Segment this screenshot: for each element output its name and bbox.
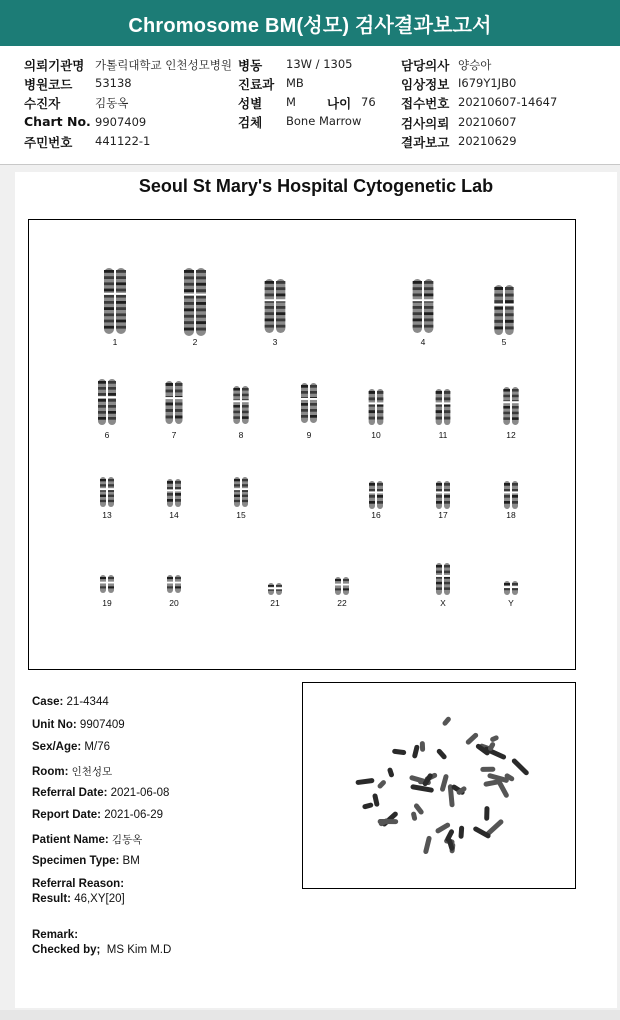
metaphase-chromosome xyxy=(377,779,387,790)
institution-value: 가톨릭대학교 인천성모병원 xyxy=(95,58,232,72)
physician-label: 담당의사 xyxy=(401,58,450,73)
metaphase-chromosome xyxy=(362,802,374,810)
referral-value: 2021-06-08 xyxy=(110,787,170,799)
chromosome-label-3: 3 xyxy=(272,337,278,347)
sexage-row xyxy=(32,741,110,753)
report-page xyxy=(15,172,617,1008)
report-row xyxy=(32,809,163,821)
metaphase-chromosome xyxy=(355,778,374,785)
hospital-code-value: 53138 xyxy=(95,76,132,90)
dept-value: MB xyxy=(286,76,304,90)
chromosome-pair-1 xyxy=(100,267,130,335)
chromosome-label-12: 12 xyxy=(506,430,516,440)
spec-value: BM xyxy=(122,855,140,867)
unit-value: 9907409 xyxy=(79,719,125,731)
metaphase-chromosome xyxy=(458,826,464,839)
chromosome-pair-Y xyxy=(496,580,526,596)
physician-value: 양승아 xyxy=(458,58,492,72)
reason-label: Referral Reason: xyxy=(32,878,125,890)
chromosome-pair-14 xyxy=(159,478,189,508)
chromosome-pair-7 xyxy=(159,380,189,425)
spec-row xyxy=(32,855,140,867)
chromosome-label-11: 11 xyxy=(438,430,448,440)
chromosome-pair-20 xyxy=(159,574,189,594)
chromosome-label-5: 5 xyxy=(501,337,507,347)
bottom-bar xyxy=(0,1010,620,1020)
metaphase-chromosome xyxy=(423,835,432,854)
unit-label: Unit No: xyxy=(32,719,77,731)
metaphase-chromosome xyxy=(511,757,530,776)
chromosome-label-15: 15 xyxy=(236,510,246,520)
metaphase-chromosome xyxy=(411,811,418,821)
unit-row xyxy=(32,719,125,731)
case-label: Case: xyxy=(32,696,64,708)
patient-label: 수진자 xyxy=(24,96,61,111)
chromosome-pair-15 xyxy=(226,476,256,508)
chromosome-label-1: 1 xyxy=(112,337,118,347)
metaphase-chromosome xyxy=(489,735,499,743)
metaphase-chromosome xyxy=(480,767,495,772)
karyogram-panel xyxy=(28,219,576,670)
case-value: 21-4344 xyxy=(66,696,109,708)
chromosome-label-10: 10 xyxy=(371,430,381,440)
chromosome-pair-2 xyxy=(180,267,210,337)
chromosome-label-6: 6 xyxy=(104,430,110,440)
metaphase-image-panel xyxy=(302,682,576,889)
metaphase-chromosome xyxy=(436,748,448,761)
chromosome-pair-17 xyxy=(428,480,458,510)
ward-label: 병동 xyxy=(238,58,263,73)
id-value: 441122-1 xyxy=(95,134,151,148)
clinical-info-value: I679Y1JB0 xyxy=(458,76,517,90)
result-value: 46,XY[20] xyxy=(74,893,125,905)
room-value: 인천성모 xyxy=(71,766,113,778)
sex-value: M xyxy=(286,95,296,109)
chromosome-label-14: 14 xyxy=(169,510,179,520)
request-label: 검사의뢰 xyxy=(401,116,450,131)
chromosome-pair-11 xyxy=(428,388,458,426)
sex-label: 성별 xyxy=(238,96,263,111)
chromosome-label-Y: Y xyxy=(508,598,514,608)
chromosome-pair-10 xyxy=(361,388,391,426)
chromosome-pair-X xyxy=(428,562,458,596)
result-row xyxy=(32,893,125,905)
room-row xyxy=(32,764,112,779)
lab-title: Seoul St Mary's Hospital Cytogenetic Lab xyxy=(138,176,494,196)
result-label: Result: xyxy=(32,893,71,905)
metaphase-chromosome xyxy=(392,749,407,756)
chart-value: 9907409 xyxy=(95,115,147,129)
checked-label: Checked by; xyxy=(32,944,101,956)
metaphase-chromosome xyxy=(410,784,434,793)
chromosome-label-17: 17 xyxy=(438,510,448,520)
metaphase-chromosome xyxy=(387,767,395,778)
chromosome-pair-12 xyxy=(496,386,526,426)
metaphase-chromosome xyxy=(465,732,479,746)
report-label: Report Date: xyxy=(32,809,102,821)
room-label: Room: xyxy=(32,766,69,778)
accession-value: 20210607-14647 xyxy=(458,95,558,109)
result-date-value: 20210629 xyxy=(458,134,517,148)
chromosome-pair-16 xyxy=(361,480,391,510)
reason-row xyxy=(32,878,124,890)
metaphase-chromosome xyxy=(412,744,420,759)
patient-value: 김동옥 xyxy=(95,96,129,110)
sexage-value: M/76 xyxy=(84,741,110,753)
metaphase-chromosome xyxy=(420,741,425,752)
spec-label: Specimen Type: xyxy=(32,855,120,867)
pname-label: Patient Name: xyxy=(32,834,109,846)
report-title: Chromosome BM(성모) 검사결과보고서 xyxy=(0,0,620,46)
referral-label: Referral Date: xyxy=(32,787,108,799)
chromosome-label-19: 19 xyxy=(102,598,112,608)
ward-value: 13W / 1305 xyxy=(286,57,353,71)
remark-label: Remark: xyxy=(32,929,79,941)
chromosome-pair-22 xyxy=(327,576,357,596)
chart-label: Chart No. xyxy=(24,114,91,129)
chromosome-label-21: 21 xyxy=(270,598,280,608)
checked-value: MS Kim M.D xyxy=(106,944,172,956)
hospital-code-label: 병원코드 xyxy=(24,77,73,92)
chromosome-label-18: 18 xyxy=(506,510,516,520)
chromosome-pair-6 xyxy=(92,378,122,426)
chromosome-label-13: 13 xyxy=(102,510,112,520)
chromosome-label-2: 2 xyxy=(192,337,198,347)
request-value: 20210607 xyxy=(458,115,517,129)
chromosome-label-8: 8 xyxy=(238,430,244,440)
sexage-label: Sex/Age: xyxy=(32,741,82,753)
metaphase-chromosome xyxy=(441,716,451,727)
chromosome-pair-3 xyxy=(260,278,290,334)
specimen-value: Bone Marrow xyxy=(286,114,362,128)
chromosome-label-16: 16 xyxy=(371,510,381,520)
chromosome-label-20: 20 xyxy=(169,598,179,608)
chromosome-label-X: X xyxy=(440,598,446,608)
chromosome-label-7: 7 xyxy=(171,430,177,440)
age-value: 76 xyxy=(361,95,376,109)
metaphase-chromosome xyxy=(484,806,489,821)
chromosome-pair-19 xyxy=(92,574,122,594)
patient-header xyxy=(0,46,620,165)
chromosome-pair-13 xyxy=(92,476,122,508)
case-row xyxy=(32,696,109,708)
specimen-label: 검체 xyxy=(238,115,263,130)
dept-label: 진료과 xyxy=(238,77,275,92)
chromosome-pair-8 xyxy=(226,385,256,425)
pname-value: 김동옥 xyxy=(111,834,143,846)
chromosome-label-22: 22 xyxy=(337,598,347,608)
clinical-info-label: 임상정보 xyxy=(401,77,450,92)
id-label: 주민번호 xyxy=(24,135,73,150)
chromosome-pair-9 xyxy=(294,382,324,424)
chromosome-label-9: 9 xyxy=(306,430,312,440)
referral-row xyxy=(32,787,169,799)
result-date-label: 결과보고 xyxy=(401,135,450,150)
metaphase-spread-image xyxy=(303,683,575,888)
age-label: 나이 xyxy=(327,96,352,111)
remark-row xyxy=(32,929,78,941)
checked-row xyxy=(32,944,171,956)
accession-label: 접수번호 xyxy=(401,96,450,111)
chromosome-pair-21 xyxy=(260,582,290,596)
chromosome-pair-5 xyxy=(489,284,519,336)
chromosome-pair-4 xyxy=(408,278,438,334)
chromosome-pair-18 xyxy=(496,480,526,510)
metaphase-chromosome xyxy=(439,774,449,793)
institution-label: 의뢰기관명 xyxy=(24,58,85,73)
report-value: 2021-06-29 xyxy=(104,809,164,821)
chromosome-label-4: 4 xyxy=(420,337,426,347)
pname-row xyxy=(32,832,142,847)
